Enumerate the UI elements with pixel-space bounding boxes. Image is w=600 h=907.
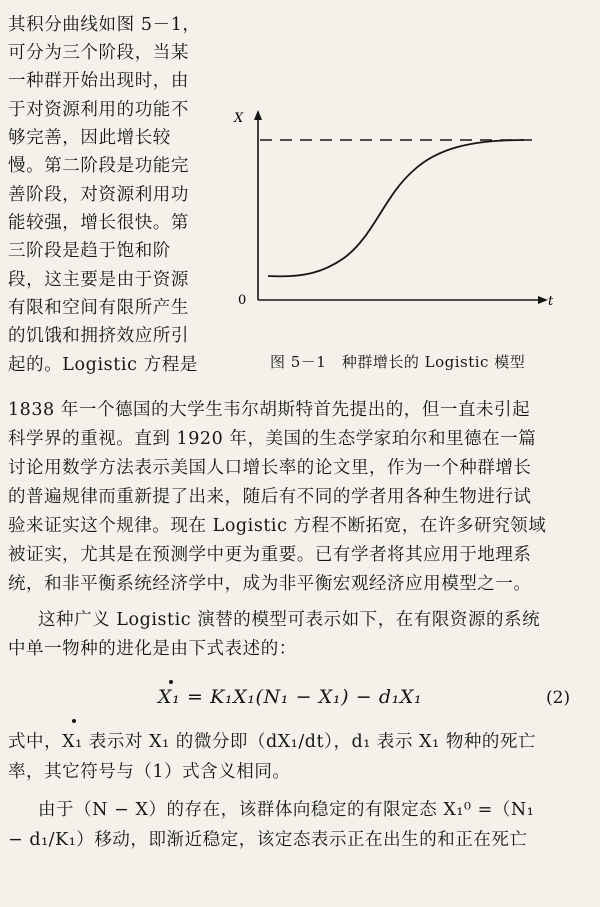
x-axis-label: t — [548, 294, 554, 309]
y-axis-arrow — [254, 110, 262, 120]
y-axis-label: X — [234, 111, 244, 126]
paragraph-line: 讨论用数学方法表示美国人口增长率的论文里，作为一个种群增长 — [8, 458, 532, 478]
paragraph-line: − d₁/K₁）移动，即渐近稳定，该定态表示正在出生的和正在死亡 — [8, 830, 528, 850]
column-line: 三阶段是趋于饱和阶 — [8, 241, 171, 261]
column-line: 的饥饿和拥挤效应所引 — [8, 326, 189, 346]
paragraph-line: 式中，X₁ 表示对 X₁ 的微分即（dX₁/dt），d₁ 表示 X₁ 物种的死亡 — [8, 732, 537, 752]
column-line: 有限和空间有限所产生 — [8, 298, 189, 318]
paragraph-line: 验来证实这个规律。现在 Logistic 方程不断拓宽，在许多研究领域 — [8, 516, 547, 536]
origin-label: 0 — [238, 293, 247, 308]
paragraph-line: 中单一物种的进化是由下式表述的： — [8, 639, 297, 659]
column-line: 能较强，增长很快。第 — [8, 213, 189, 233]
paragraph-line: 1838 年一个德国的大学生韦尔胡斯特首先提出的，但一直未引起 — [8, 400, 531, 420]
logistic-curve — [268, 140, 524, 276]
column-line: 于对资源利用的功能不 — [8, 100, 189, 120]
paragraph-line: 统，和非平衡系统经济学中，成为非平衡宏观经济应用模型之一。 — [8, 574, 532, 594]
column-line: 慢。第二阶段是功能完 — [8, 156, 189, 176]
column-line: 够完善，因此增长较 — [8, 128, 171, 148]
column-line: 起的。Logistic 方程是 — [8, 355, 198, 375]
derivative-dot — [72, 719, 76, 723]
figure-caption: 图 5－1 种群增长的 Logistic 模型 — [270, 353, 526, 371]
column-line: 一种群开始出现时，由 — [8, 71, 189, 91]
derivative-dot — [169, 680, 173, 684]
paragraph-line: 率，其它符号与（1）式含义相同。 — [8, 762, 291, 782]
logistic-plot — [224, 100, 564, 330]
column-line: 段，这主要是由于资源 — [8, 270, 189, 290]
logistic-figure — [224, 100, 564, 330]
equation: X₁ = K₁X₁(N₁ − X₁) − d₁X₁ — [158, 686, 423, 708]
paragraph-line: 由于（N − X）的存在，该群体向稳定的有限定态 X₁⁰ =（N₁ — [38, 800, 535, 820]
paragraph-line: 科学界的重视。直到 1920 年，美国的生态学家珀尔和里德在一篇 — [8, 429, 537, 449]
column-line: 善阶段，对资源利用功 — [8, 185, 189, 205]
column-line: 其积分曲线如图 5－1， — [8, 15, 201, 35]
paragraph-line: 的普遍规律而重新提了出来，随后有不同的学者用各种生物进行试 — [8, 487, 532, 507]
equation-number: (2) — [546, 688, 571, 708]
x-axis-arrow — [538, 296, 548, 304]
paragraph-line: 这种广义 Logistic 演替的模型可表示如下，在有限资源的系统 — [38, 610, 541, 630]
paragraph-line: 被证实，尤其是在预测学中更为重要。已有学者将其应用于地理系 — [8, 545, 532, 565]
column-line: 可分为三个阶段，当某 — [8, 43, 189, 63]
